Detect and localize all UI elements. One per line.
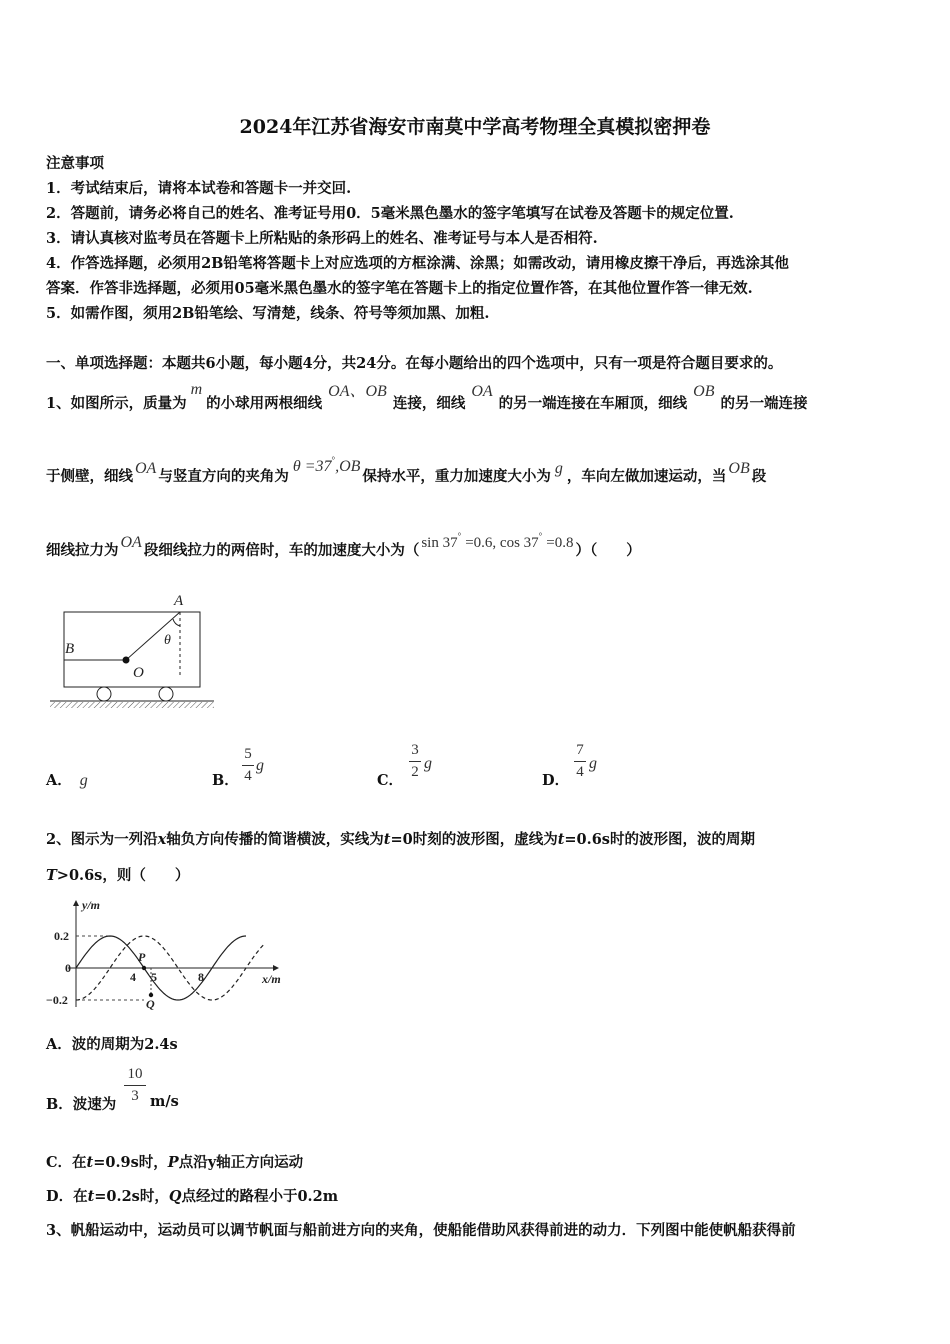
q3-line1: 3、帆船运动中，运动员可以调节帆面与船前进方向的夹角，使船能借助风获得前进的动力．下列图中能使帆船获得前 (46, 1222, 796, 1239)
fraction-denominator: 3 (131, 1088, 139, 1104)
string-oa (126, 612, 180, 660)
notice-item-5: 5．如需作图，须用2B铅笔绘、写清楚，线条、符号等须加黑、加粗. (46, 305, 490, 322)
q2-line2 (46, 864, 189, 885)
q2-text: >0.6s，则（ ） (56, 867, 190, 884)
q1-text: 与竖直方向的夹角为 (158, 468, 289, 485)
q1-sin-value: =0.6, cos 37 (465, 535, 539, 551)
wheel-left (97, 687, 111, 701)
q1-ob-symbol: ,OB (335, 458, 361, 475)
q1-option-c-g: g (424, 755, 432, 772)
fraction-numerator: 7 (576, 742, 584, 758)
q1-text: 段 (751, 468, 767, 485)
y-tick-top: 0.2 (54, 929, 69, 943)
notice-item-4: 4．作答选择题，必须用2B铅笔将答题卡上对应选项的方框涂满、涂黑；如需改动，请用橡皮擦干净后，再选涂其他 (46, 255, 789, 272)
y-tick-zero: 0 (65, 961, 71, 975)
notice-item-1: 1．考试结束后，请将本试卷和答题卡一并交回. (46, 180, 352, 197)
q1-g-symbol: g (554, 460, 563, 477)
q2-option-b[interactable] (46, 1093, 116, 1114)
fraction-numerator: 10 (127, 1066, 143, 1082)
q1-cart-figure (46, 586, 226, 716)
option-text: 点经过的路程小于0.2m (181, 1188, 339, 1205)
notice-item-3: 3．请认真核对监考员在答题卡上所粘贴的条形码上的姓名、准考证号与本人是否相符. (46, 230, 598, 247)
q2-text: 2、图示为一列沿 (46, 831, 158, 848)
page-title: 2024年江苏省海安市南莫中学高考物理全真模拟密押卷 (239, 116, 711, 138)
q1-option-d-g: g (589, 755, 597, 772)
label-q: Q (146, 997, 155, 1011)
q2-option-b-unit: m/s (150, 1093, 179, 1110)
q1-text: 的另一端连接在车厢顶，细线 (498, 395, 688, 412)
q1-text: 于侧壁，细线 (46, 468, 133, 485)
q1-cos-value: =0.8 (546, 535, 574, 551)
q2-option-b-fraction (124, 1066, 146, 1105)
q1-option-b-g: g (256, 757, 264, 774)
fraction-denominator: 2 (411, 764, 419, 780)
option-text: B．波速为 (46, 1096, 117, 1113)
option-text: =0.2s时， (94, 1188, 169, 1205)
q1-ob-symbol: OB (693, 383, 715, 400)
fraction-bar (409, 761, 421, 762)
point-p-dot (142, 966, 146, 970)
notice-item-2: 2．答题前，请务必将自己的姓名、准考证号用0．5毫米黑色墨水的签字笔填写在试卷及答题卡的规定位置. (46, 205, 734, 222)
option-text: =0.9s时， (93, 1154, 168, 1171)
q1-option-c[interactable] (377, 769, 403, 790)
ground-hatch (50, 702, 214, 708)
q1-theta-expr: θ =37 (292, 458, 332, 475)
q1-text: ，车向左做加速运动，当 (566, 468, 727, 485)
q1-degree: ° (538, 531, 543, 541)
q2-line1 (46, 828, 755, 849)
q2-text: =0时刻的波形图，虚线为 (390, 831, 558, 848)
angle-arc (173, 619, 180, 626)
option-t-symbol: t (86, 1154, 94, 1171)
fraction-bar (124, 1085, 146, 1086)
fraction-bar (242, 765, 254, 766)
option-g: g (79, 772, 88, 789)
q1-oa-ob-symbol: OA、OB (328, 383, 387, 400)
label-o: O (133, 665, 144, 681)
q2-t-symbol: t (557, 831, 565, 848)
q1-mass-symbol: m (190, 381, 203, 398)
option-text: C．在 (46, 1154, 87, 1171)
q1-line3 (46, 531, 641, 560)
q1-text: ）（ ） (575, 542, 641, 559)
q2-t-symbol: t (383, 831, 391, 848)
option-letter: C． (377, 772, 404, 789)
q2-text: 轴负方向传播的简谐横波，实线为 (166, 831, 384, 848)
y-tick-bottom: −0.2 (46, 993, 68, 1007)
option-text: D．在 (46, 1188, 88, 1205)
q1-option-d[interactable] (542, 769, 569, 790)
q1-text: 连接，细线 (392, 395, 466, 412)
wheel-right (159, 687, 173, 701)
option-t-symbol: t (87, 1188, 95, 1205)
q1-text: 的另一端连接 (720, 395, 808, 412)
q1-line2 (46, 455, 767, 486)
notice-item-4-cont: 答案．作答非选择题，必须用05毫米黑色墨水的签字笔在答题卡上的指定位置作答，在其他位置作答一律无效. (46, 280, 753, 297)
fraction-denominator: 4 (576, 764, 584, 780)
ball (123, 657, 130, 664)
q1-oa-symbol: OA (471, 383, 493, 400)
notice-heading: 注意事项 (46, 155, 104, 172)
q1-sin-expr: sin 37 (421, 535, 458, 551)
section-heading: 一、单项选择题：本题共6小题，每小题4分，共24分。在每小题给出的四个选项中，只有一项是符合题目要求的。 (46, 355, 783, 372)
option-letter: B． (212, 772, 239, 789)
q1-text: 1、如图所示，质量为 (46, 395, 187, 412)
q1-option-b-fraction (242, 746, 254, 785)
q1-degree: ° (331, 455, 336, 465)
q1-option-d-fraction (574, 742, 586, 781)
q1-oa-symbol: OA (120, 534, 142, 551)
fraction-numerator: 3 (411, 742, 419, 758)
q1-option-b[interactable] (212, 769, 239, 790)
x-tick-5: 5 (151, 970, 157, 984)
q2-x-symbol: x (157, 831, 167, 848)
x-tick-4: 4 (130, 970, 136, 984)
label-a: A (174, 593, 184, 609)
q1-option-a[interactable] (46, 769, 88, 790)
q2-option-c[interactable] (46, 1151, 303, 1172)
label-b: B (65, 641, 75, 657)
option-q-symbol: Q (168, 1188, 182, 1205)
q1-text: 细线拉力为 (46, 542, 119, 559)
x-axis-label: x/m (262, 972, 281, 986)
q2-text: =0.6s时的波形图，波的周期 (564, 831, 755, 848)
q2-wave-graph (46, 895, 296, 1013)
fraction-bar (574, 761, 586, 762)
fraction-denominator: 4 (244, 768, 252, 784)
q1-option-c-fraction (409, 742, 421, 781)
label-p: P (138, 950, 146, 964)
q1-degree: ° (457, 531, 462, 541)
q1-text: 的小球用两根细线 (206, 395, 323, 412)
y-axis-label: y/m (82, 898, 100, 912)
q2-option-d[interactable] (46, 1185, 338, 1206)
option-letter: D． (542, 772, 570, 789)
option-text: 点沿y轴正方向运动 (178, 1154, 304, 1171)
q1-oa-symbol: OA (135, 460, 157, 477)
q1-line1 (46, 381, 808, 413)
q1-text: 段细线拉力的两倍时，车的加速度大小为（ (143, 542, 420, 559)
q1-text: 保持水平，重力加速度大小为 (362, 468, 551, 485)
fraction-numerator: 5 (244, 746, 252, 762)
q2-option-a[interactable]: A．波的周期为2.4s (46, 1036, 178, 1053)
option-p-symbol: P (167, 1154, 179, 1171)
q2-period-symbol: T (46, 867, 57, 884)
option-letter: A． (46, 772, 72, 789)
label-theta: θ (164, 633, 171, 648)
q1-ob-symbol: OB (728, 460, 750, 477)
x-tick-8: 8 (198, 970, 204, 984)
